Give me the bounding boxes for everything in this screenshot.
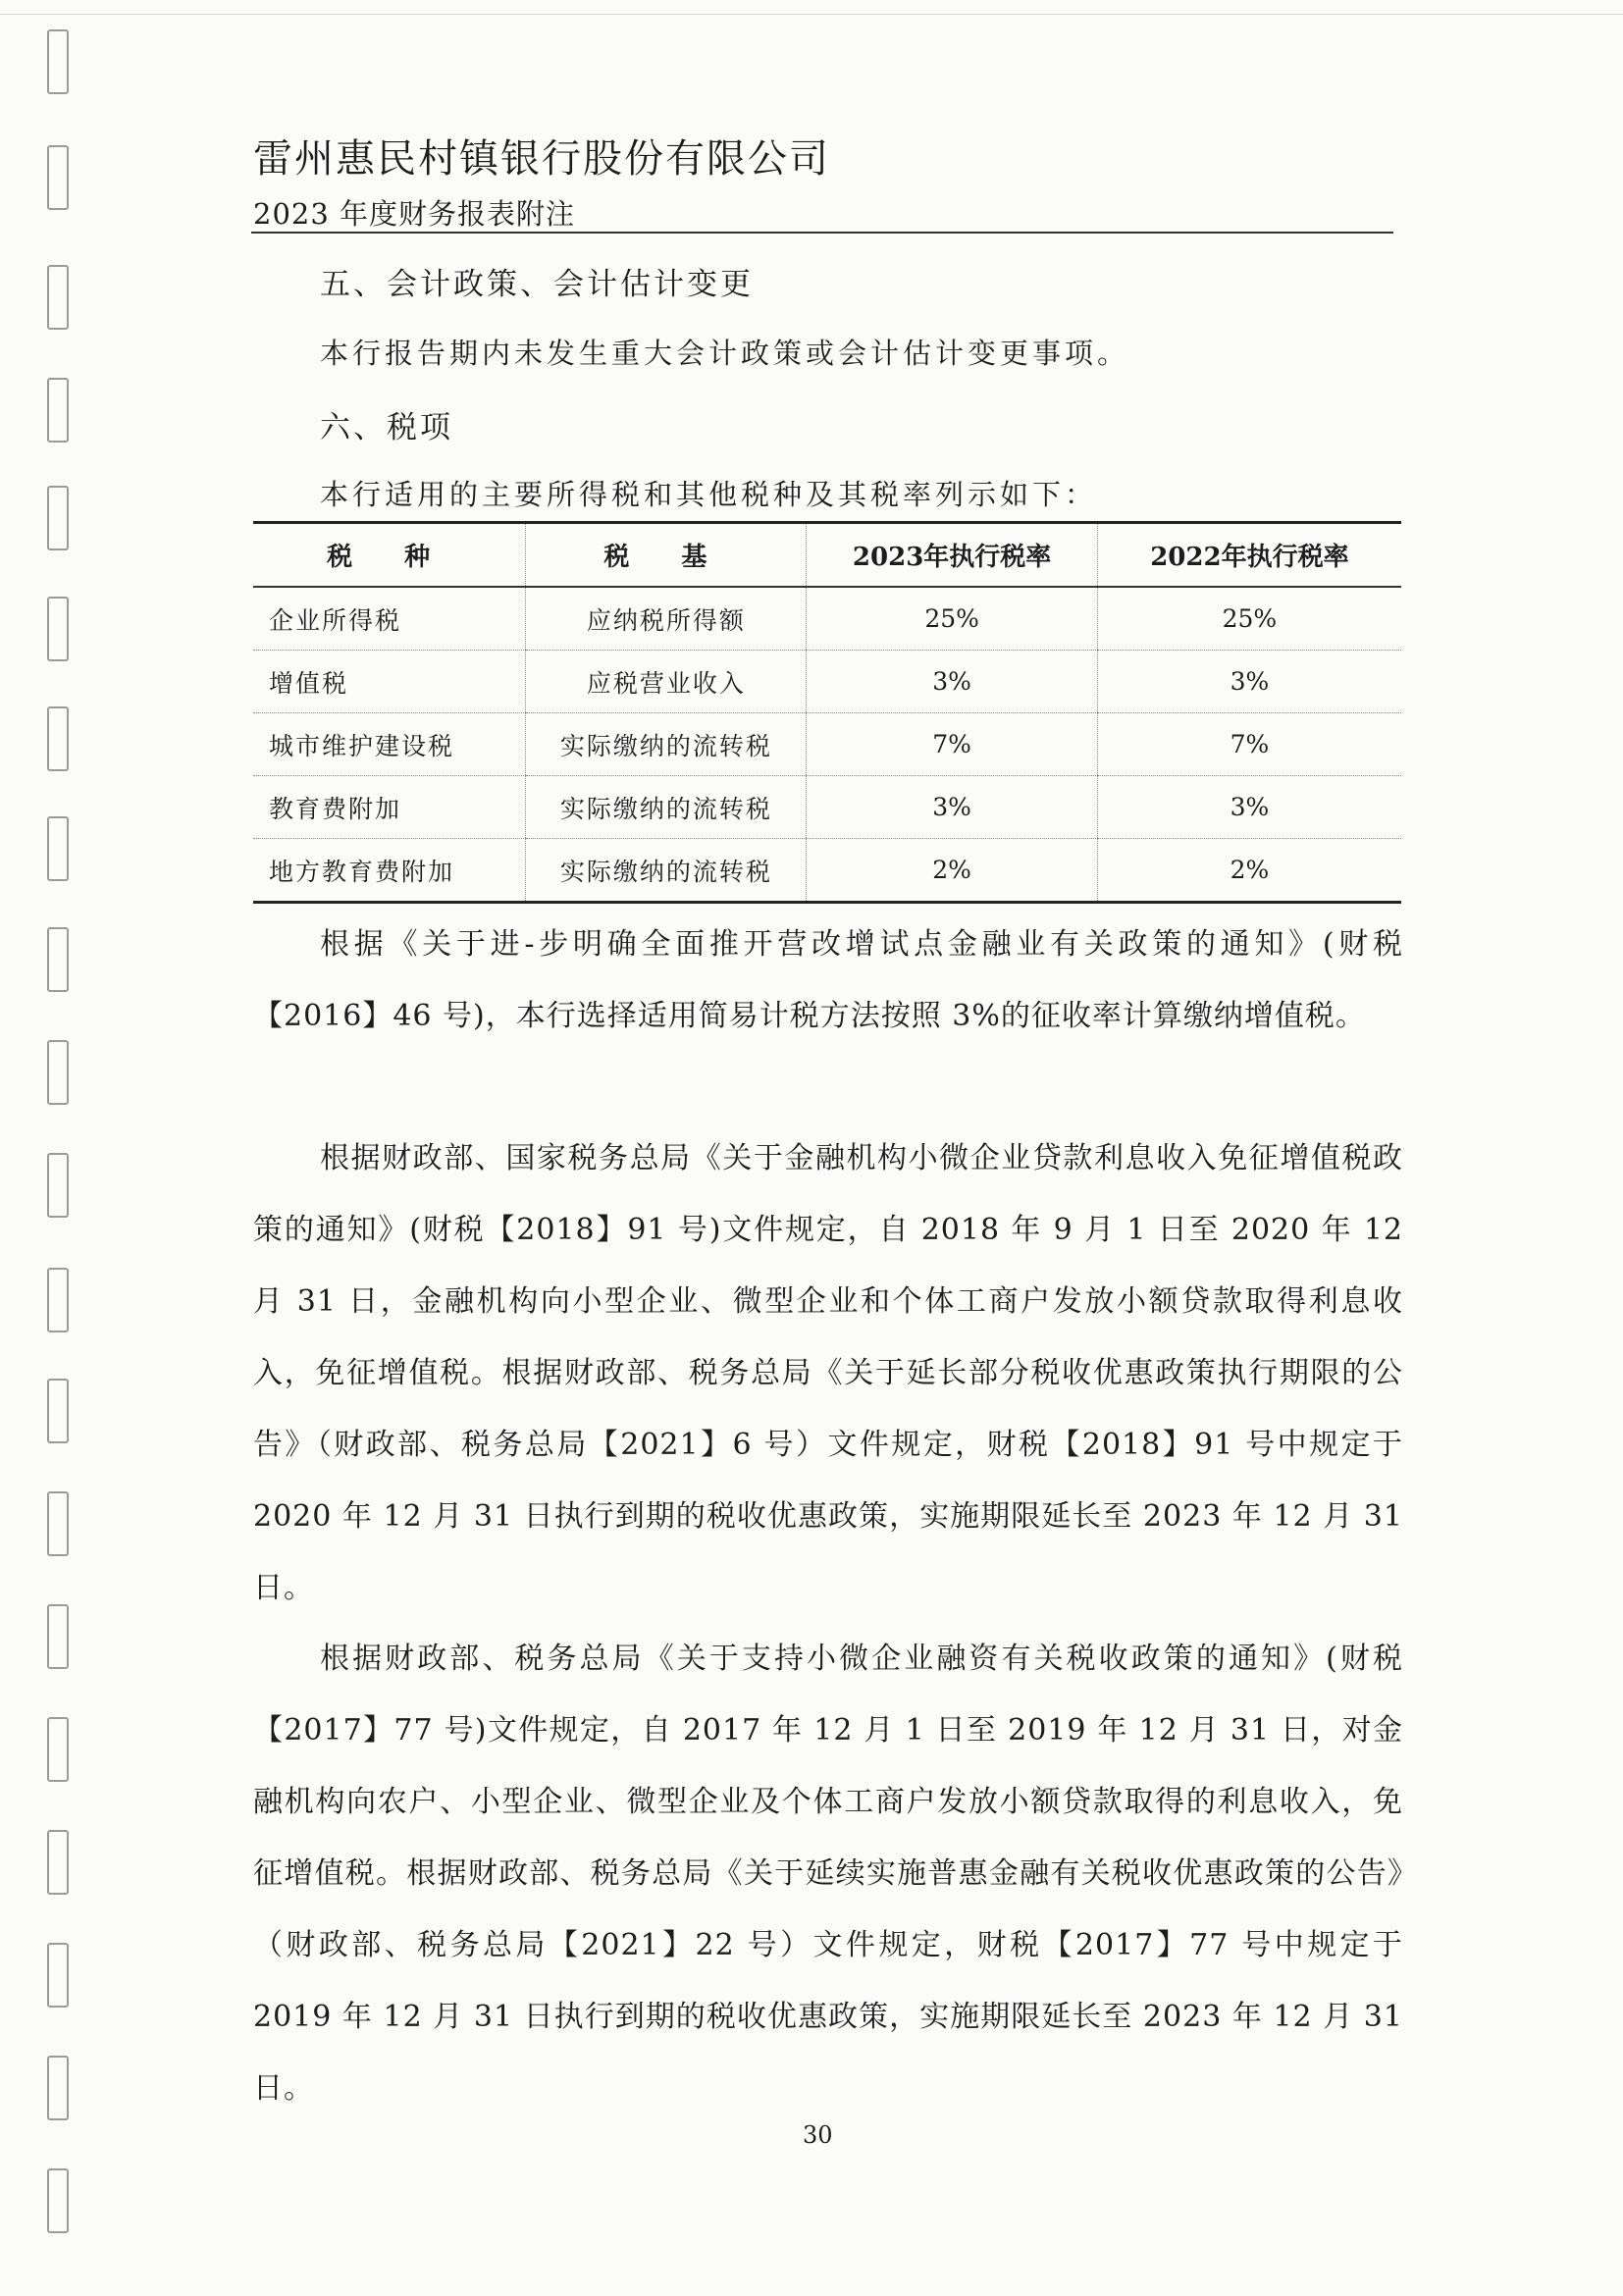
- binding-hole: [47, 1379, 69, 1443]
- rate-2022-cell: 3%: [1097, 776, 1401, 839]
- section-5-text: 本行报告期内未发生重大会计政策或会计估计变更事项。: [320, 337, 1130, 370]
- report-title: 2023 年度财务报表附注: [253, 197, 576, 231]
- binding-hole: [47, 597, 69, 661]
- tax-rate-table: [253, 521, 1401, 904]
- table-row: [253, 587, 1401, 651]
- table-row: [253, 713, 1401, 776]
- rate-2022-cell: 3%: [1097, 651, 1401, 713]
- table-header-row: [253, 523, 1401, 588]
- binding-hole: [47, 816, 69, 881]
- binding-hole: [47, 1268, 69, 1332]
- column-header-tax-base: 税 基: [526, 523, 807, 588]
- rate-2023-cell: 2%: [807, 839, 1097, 903]
- tax-table-intro: 本行适用的主要所得税和其他税种及其税率列示如下：: [320, 478, 1098, 511]
- rate-2022-cell: 2%: [1097, 839, 1401, 903]
- binding-hole: [47, 2056, 69, 2120]
- binding-hole: [47, 2168, 69, 2233]
- binding-hole: [47, 1491, 69, 1556]
- page-top-edge: [0, 14, 1623, 15]
- binding-hole: [47, 145, 69, 210]
- binding-hole: [47, 1830, 69, 1895]
- rate-2022-cell: 25%: [1097, 587, 1401, 651]
- tax-type-cell: 城市维护建设税: [253, 713, 526, 776]
- column-header-rate-2023: 2023年执行税率: [807, 523, 1097, 588]
- rate-2023-cell: 7%: [807, 713, 1097, 776]
- paragraph-microloan-exemption-2018: 根据财政部、国家税务总局《关于金融机构小微企业贷款利息收入免征增值税政策的通知》(财税【2018】91 号)文件规定，自 2018 年 9 月 1 日至 2020 年 12 月 31 日，金融机构向小型企业、微型企业和个体工商户发放小额贷款取得利息收入，免征增值税。根据财政部、税务总局《关于延长部分税收优惠政策执行期限的公告》（财政部、税务总局【2021】6 号）文件规定，财税【2018】91 号中规定于 2020 年 12 月 31 日执行到期的税收优惠政策，实施期限延长至 2023 年 12 月 31 日。: [253, 1141, 1403, 1605]
- paragraph-microloan-exemption-2017: 根据财政部、税务总局《关于支持小微企业融资有关税收政策的通知》(财税【2017】77 号)文件规定，自 2017 年 12 月 1 日至 2019 年 12 月 31 日，对金融机构向农户、小型企业、微型企业及个体工商户发放小额贷款取得的利息收入，免征增值税。根据财政部、税务总局《关于延续实施普惠金融有关税收优惠政策的公告》（财政部、税务总局【2021】22 号）文件规定，财税【2017】77 号中规定于 2019 年 12 月 31 日执行到期的税收优惠政策，实施期限延长至 2023 年 12 月 31 日。: [253, 1642, 1403, 2106]
- section-heading-5: 五、会计政策、会计估计变更: [320, 267, 754, 302]
- paragraph-vat-simplified: 根据《关于进-步明确全面推开营改增试点金融业有关政策的通知》(财税【2016】46 号)，本行选择适用简易计税方法按照 3%的征收率计算缴纳增值税。: [253, 927, 1403, 1033]
- tax-base-cell: 实际缴纳的流转税: [526, 776, 807, 839]
- table-row: [253, 776, 1401, 839]
- tax-type-cell: 增值税: [253, 651, 526, 713]
- binding-hole: [47, 706, 69, 771]
- binding-hole: [47, 1943, 69, 2008]
- rate-2023-cell: 3%: [807, 776, 1097, 839]
- binding-hole: [47, 378, 69, 443]
- binding-hole: [47, 1604, 69, 1669]
- binding-holes: [47, 29, 77, 2286]
- org-name: 雷州惠民村镇银行股份有限公司: [253, 136, 830, 182]
- tax-base-cell: 实际缴纳的流转税: [526, 713, 807, 776]
- binding-hole: [47, 265, 69, 330]
- binding-hole: [47, 927, 69, 992]
- tax-type-cell: 教育费附加: [253, 776, 526, 839]
- tax-base-cell: 应纳税所得额: [526, 587, 807, 651]
- binding-hole: [47, 1153, 69, 1218]
- table-row: [253, 651, 1401, 713]
- rate-2023-cell: 3%: [807, 651, 1097, 713]
- table-row: [253, 839, 1401, 903]
- column-header-rate-2022: 2022年执行税率: [1097, 523, 1401, 588]
- rate-2022-cell: 7%: [1097, 713, 1401, 776]
- tax-base-cell: 实际缴纳的流转税: [526, 839, 807, 903]
- page-number: 30: [803, 2121, 833, 2149]
- tax-type-cell: 地方教育费附加: [253, 839, 526, 903]
- rate-2023-cell: 25%: [807, 587, 1097, 651]
- header-rule: [251, 232, 1393, 234]
- tax-base-cell: 应税营业收入: [526, 651, 807, 713]
- binding-hole: [47, 29, 69, 94]
- binding-hole: [47, 1040, 69, 1105]
- binding-hole: [47, 1717, 69, 1782]
- tax-type-cell: 企业所得税: [253, 587, 526, 651]
- column-header-tax-type: 税 种: [253, 523, 526, 588]
- section-heading-6: 六、税项: [320, 410, 453, 445]
- binding-hole: [47, 486, 69, 550]
